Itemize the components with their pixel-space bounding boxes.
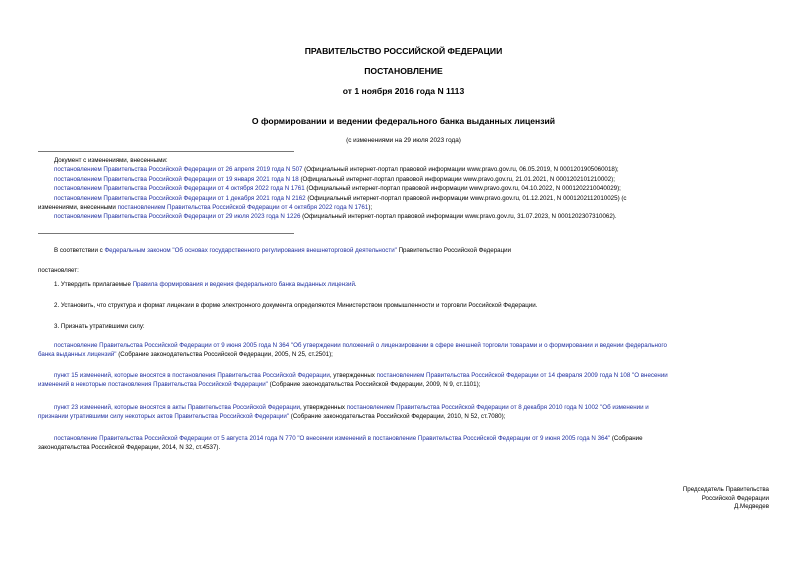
repealed-link[interactable]: пункт 23 изменений, которые вносятся в акты Правительства Российской Федерации (54, 404, 300, 411)
amendment-item: постановлением Правительства Российской Федерации от 4 октября 2022 года N 1761 (Официальный интернет-портал правовой информации www.pravo.gov.ru, 04.10.2022, N 0001202210040029); (54, 185, 621, 193)
amendment-link[interactable]: постановлением Правительства Российской Федерации от 29 июля 2023 года N 1226 (54, 213, 301, 221)
repealed-item-2: пункт 15 изменений, которые вносятся в постановления Правительства Российской Федерации, утвержденных постановлением Правительства Российской Федерации от 14 февраля 2009 года N 108 "О внесении изменений в некоторые постановления Правительства Российской Федерации" (Собрание законодательства Российской Федерации, 2009, N 9, ст.1101); (38, 372, 668, 389)
document-title: О формировании и ведении федерального банка выданных лицензий (251, 116, 556, 126)
separator-top (38, 151, 294, 152)
repealed-item-3: пункт 23 изменений, которые вносятся в акты Правительства Российской Федерации, утвержденных постановлением Правительства Российской Федерации от 8 декабря 2010 года N 1002 "Об изменении и признании утратившими силу некоторых актов Правительства Российской Федерации" (Собрание законодательства Российской Федерации, 2010, N 52, ст.7080); (38, 404, 649, 421)
point-1: 1. Утвердить прилагаемые Правила формирования и ведения федерального банка выданных лицензий. (54, 281, 357, 288)
signature-name: Д.Медведев (734, 503, 769, 511)
preamble-decides: постановляет: (38, 267, 79, 274)
repealed-link[interactable]: постановление Правительства Российской Федерации от 9 июня 2005 года N 364 "Об утверждении положений о лицензировании в сфере внешней торговли товарами и о формировании и ведении федерального (54, 342, 667, 349)
point-3: 3. Признать утратившими силу: (54, 323, 145, 330)
amendment-item: постановлением Правительства Российской Федерации от 19 января 2021 года N 18 (Официальный интернет-портал правовой информации www.pravo.gov.ru, 21.01.2021, N 0001202101210002); (54, 175, 615, 183)
repealed-link[interactable]: банка выданных лицензий" (38, 351, 117, 359)
document-date-number: от 1 ноября 2016 года N 1113 (342, 86, 465, 96)
separator-bottom (38, 233, 294, 234)
signature-position: Председатель Правительства (682, 486, 769, 493)
amendment-link[interactable]: постановлением Правительства Российской Федерации от 4 октября 2022 года N 1761 (54, 185, 305, 193)
repealed-link[interactable]: постановлением Правительства Российской Федерации от 8 декабря 2010 года N 1002 "Об изменении и (346, 404, 649, 411)
repealed-link[interactable]: признании утратившими силу некоторых актов Правительства Российской Федерации" (38, 413, 290, 421)
amendment-link[interactable]: постановлением Правительства Российской Федерации от 1 декабря 2021 года N 2162 (54, 194, 306, 202)
amendment-item: постановлением Правительства Российской Федерации от 1 декабря 2021 года N 2162 (Официальный интернет-портал правовой информации www.pravo.gov.ru, 01.12.2021, N 0001202112010025) (с (54, 194, 627, 202)
repealed-link[interactable]: изменений в некоторые постановления Правительства Российской Федерации" (38, 381, 268, 389)
amendment-link[interactable]: постановлением Правительства Российской Федерации от 4 октября 2022 года N 1761 (117, 204, 369, 212)
repealed-item-4: постановление Правительства Российской Федерации от 5 августа 2014 года N 770 "О внесении изменений в постановление Правительства Российской Федерации от 9 июня 2005 года N 364" (Собрание законодательства Российской Федерации, 2014, N 32, ст.4537). (38, 435, 643, 452)
amendment-link[interactable]: постановлением Правительства Российской Федерации от 26 апреля 2019 года N 507 (54, 166, 303, 174)
federal-law-link[interactable]: Федеральным законом "Об основах государственного регулирования внешнеторговой деятельности" (104, 247, 397, 254)
rules-link[interactable]: Правила формирования и ведения федерального банка выданных лицензий (132, 281, 355, 288)
signature-position-country: Российской Федерации (701, 494, 769, 502)
changes-note: (с изменениями на 29 июля 2023 года) (346, 137, 461, 144)
amendment-item-continuation: изменениями, внесенными постановлением Правительства Российской Федерации от 4 октября 2022 года N 1761); (38, 204, 373, 212)
amendments-intro: Документ с изменениями, внесенными: (54, 157, 168, 164)
government-heading: ПРАВИТЕЛЬСТВО РОССИЙСКОЙ ФЕДЕРАЦИИ (304, 46, 503, 56)
repealed-item-1: постановление Правительства Российской Федерации от 9 июня 2005 года N 364 "Об утверждении положений о лицензировании в сфере внешней торговли товарами и о формировании и ведении федерального банка выданных лицензий" (Собрание законодательства Российской Федерации, 2005, N 25, ст.2501); (38, 342, 667, 359)
signature-block (683, 486, 769, 512)
document-type: ПОСТАНОВЛЕНИЕ (364, 66, 443, 76)
preamble: В соответствии с Федеральным законом "Об основах государственного регулирования внешнеторговой деятельности" Правительство Российской Федерации (54, 247, 512, 254)
amendment-item: постановлением Правительства Российской Федерации от 26 апреля 2019 года N 507 (Официальный интернет-портал правовой информации www.pravo.gov.ru, 06.05.2019, N 0001201905060018); (54, 166, 619, 174)
amendment-item: постановлением Правительства Российской Федерации от 29 июля 2023 года N 1226 (Официальный интернет-портал правовой информации www.pravo.gov.ru, 31.07.2023, N 0001202307310062). (54, 213, 617, 221)
amendments-block (38, 156, 769, 222)
repealed-link[interactable]: постановлением Правительства Российской Федерации от 14 февраля 2009 года N 108 "О внесении (376, 372, 668, 379)
point-2: 2. Установить, что структура и формат лицензии в форме электронного документа определяются Министерством промышленности и торговли Российской Федерации. (54, 302, 538, 309)
repealed-link[interactable]: пункт 15 изменений, которые вносятся в постановления Правительства Российской Федерации (54, 372, 330, 379)
amendment-link[interactable]: постановлением Правительства Российской Федерации от 19 января 2021 года N 18 (54, 175, 299, 183)
repealed-link[interactable]: постановление Правительства Российской Федерации от 5 августа 2014 года N 770 "О внесении изменений в постановление Правительства Российской Федерации от 9 июня 2005 года N 364" (54, 435, 611, 442)
